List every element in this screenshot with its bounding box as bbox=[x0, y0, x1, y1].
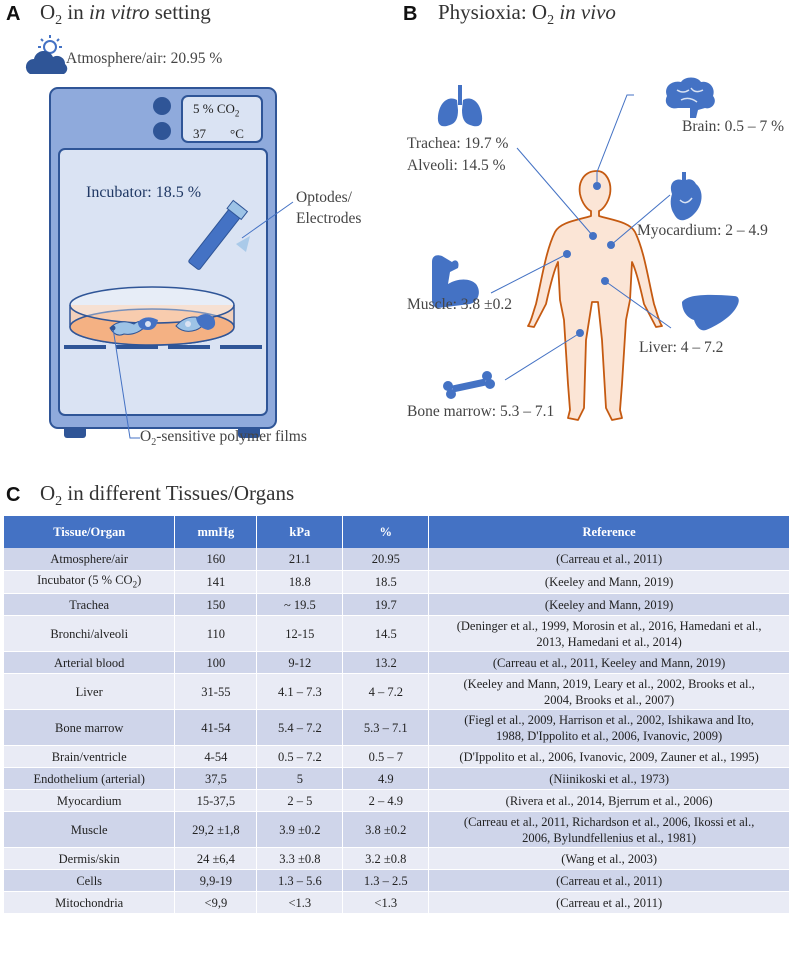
cell-kpa: 18.8 bbox=[257, 570, 343, 594]
table-row bbox=[4, 768, 790, 790]
bone-marrow-label: Bone marrow: 5.3 – 7.1 bbox=[407, 403, 555, 420]
muscle-leader bbox=[491, 254, 567, 293]
cell-percent: <1.3 bbox=[343, 892, 429, 914]
weather-icon bbox=[26, 35, 67, 74]
cell-kpa: <1.3 bbox=[257, 892, 343, 914]
panel-letter-b: B bbox=[403, 3, 418, 25]
table-row bbox=[4, 892, 790, 914]
trachea-label: Trachea: 19.7 % bbox=[407, 135, 509, 152]
cell-tissue: Incubator (5 % $CO_2$) bbox=[4, 570, 175, 594]
lungs-icon bbox=[438, 85, 482, 126]
cell-tissue: Atmosphere/air bbox=[4, 548, 175, 570]
myocardium-label: Myocardium: 2 – 4.9 bbox=[637, 222, 768, 239]
table-row bbox=[4, 746, 790, 768]
table-row bbox=[4, 848, 790, 870]
panel-a-title: $O_2$ in in vitro setting bbox=[40, 0, 211, 29]
cell-reference: (Carreau et al., 2011) bbox=[429, 548, 790, 570]
cell-reference: (Carreau et al., 2011, Richardson et al., 2006, Ikossi et al., 2006, Bylundfellenius et al., 1981) bbox=[429, 812, 790, 848]
cell-percent: 3.2 ±0.8 bbox=[343, 848, 429, 870]
cell-mmhg: 31-55 bbox=[175, 674, 257, 710]
cell-mmhg: 4-54 bbox=[175, 746, 257, 768]
cell-kpa: 3.9 ±0.2 bbox=[257, 812, 343, 848]
cell-kpa: 4.1 – 7.3 bbox=[257, 674, 343, 710]
cell-tissue: Brain/ventricle bbox=[4, 746, 175, 768]
cell-reference: (Niinikoski et al., 1973) bbox=[429, 768, 790, 790]
table-row bbox=[4, 812, 790, 848]
cell-reference: (Carreau et al., 2011) bbox=[429, 870, 790, 892]
panel-letter-a: A bbox=[6, 3, 21, 25]
cell-tissue: Liver bbox=[4, 674, 175, 710]
cell-reference: (Carreau et al., 2011) bbox=[429, 892, 790, 914]
cell-percent: 1.3 – 2.5 bbox=[343, 870, 429, 892]
cell-percent: 2 – 4.9 bbox=[343, 790, 429, 812]
cell-kpa: 1.3 – 5.6 bbox=[257, 870, 343, 892]
heart-icon bbox=[671, 172, 702, 220]
trachea-alveoli-label bbox=[407, 133, 508, 177]
alveoli-label: Alveoli: 14.5 % bbox=[407, 157, 506, 174]
cell-tissue: Bronchi/alveoli bbox=[4, 616, 175, 652]
cell-kpa: 12-15 bbox=[257, 616, 343, 652]
table-header-row bbox=[4, 516, 790, 548]
cell-tissue: Trachea bbox=[4, 594, 175, 616]
table-row bbox=[4, 790, 790, 812]
cell-percent: 19.7 bbox=[343, 594, 429, 616]
cell-mmhg: 15-37,5 bbox=[175, 790, 257, 812]
o2-table bbox=[4, 516, 790, 914]
cell-kpa: ~ 19.5 bbox=[257, 594, 343, 616]
bone-icon bbox=[443, 371, 495, 399]
panel-c-title: $O_2$ in different Tissues/Organs bbox=[40, 481, 295, 510]
liver-icon bbox=[682, 295, 739, 331]
header-tissue: Tissue/Organ bbox=[4, 516, 175, 548]
cell-reference: (D'Ippolito et al., 2006, Ivanovic, 2009, Zauner et al., 1995) bbox=[429, 746, 790, 768]
cell-mmhg: 9,9-19 bbox=[175, 870, 257, 892]
table-row bbox=[4, 616, 790, 652]
cell-reference: (Keeley and Mann, 2019, Leary et al., 2002, Brooks et al., 2004, Brooks et al., 2007) bbox=[429, 674, 790, 710]
header-mmhg: mmHg bbox=[175, 516, 257, 548]
cell-kpa: 2 – 5 bbox=[257, 790, 343, 812]
cell-percent: 5.3 – 7.1 bbox=[343, 710, 429, 746]
cell-kpa: 9-12 bbox=[257, 652, 343, 674]
table-row bbox=[4, 570, 790, 594]
co2-display-text: 5 % $CO_2$ 37 °C bbox=[193, 101, 244, 141]
optodes-label: Optodes/ Electrodes bbox=[296, 189, 362, 227]
cell-mmhg: 110 bbox=[175, 616, 257, 652]
cell-percent: 18.5 bbox=[343, 570, 429, 594]
header-reference: Reference bbox=[429, 516, 790, 548]
cell-mmhg: 24 ±6,4 bbox=[175, 848, 257, 870]
table-row bbox=[4, 548, 790, 570]
cell-tissue: Bone marrow bbox=[4, 710, 175, 746]
cell-percent: 4.9 bbox=[343, 768, 429, 790]
incubator-illustration bbox=[0, 0, 400, 470]
cell-kpa: 3.3 ±0.8 bbox=[257, 848, 343, 870]
cell-mmhg: 100 bbox=[175, 652, 257, 674]
cell-mmhg: 150 bbox=[175, 594, 257, 616]
cell-percent: 0.5 – 7 bbox=[343, 746, 429, 768]
cell-tissue: Dermis/skin bbox=[4, 848, 175, 870]
table-row bbox=[4, 870, 790, 892]
cell-tissue: Endothelium (arterial) bbox=[4, 768, 175, 790]
table-row bbox=[4, 652, 790, 674]
cell-reference: (Carreau et al., 2011, Keeley and Mann, 2019) bbox=[429, 652, 790, 674]
cell-reference: (Deninger et al., 1999, Morosin et al., 2016, Hamedani et al., 2013, Hamedani et al., 2014) bbox=[429, 616, 790, 652]
cell-mmhg: 41-54 bbox=[175, 710, 257, 746]
cell-kpa: 5 bbox=[257, 768, 343, 790]
cell-mmhg: 29,2 ±1,8 bbox=[175, 812, 257, 848]
cell-reference: (Keeley and Mann, 2019) bbox=[429, 594, 790, 616]
incubator-label: Incubator: 18.5 % bbox=[86, 184, 202, 201]
cell-reference: (Keeley and Mann, 2019) bbox=[429, 570, 790, 594]
atmosphere-label: Atmosphere/air: 20.95 % bbox=[66, 50, 223, 67]
cell-tissue: Myocardium bbox=[4, 790, 175, 812]
polymer-films-label: $O_2$-sensitive polymer films bbox=[140, 428, 307, 449]
cell-mmhg: <9,9 bbox=[175, 892, 257, 914]
panel-b-title: Physioxia: $O_2$ in vivo bbox=[438, 0, 616, 29]
cell-tissue: Cells bbox=[4, 870, 175, 892]
table-row bbox=[4, 594, 790, 616]
brain-icon bbox=[666, 78, 715, 119]
cell-reference: (Fiegl et al., 2009, Harrison et al., 2002, Ishikawa and Ito, 1988, D'Ippolito et al., 2006, Ivanovic, 2009) bbox=[429, 710, 790, 746]
cell-reference: (Rivera et al., 2014, Bjerrum et al., 2006) bbox=[429, 790, 790, 812]
cell-tissue: Muscle bbox=[4, 812, 175, 848]
petri-dish bbox=[70, 287, 234, 345]
header-kpa: kPa bbox=[257, 516, 343, 548]
cell-percent: 4 – 7.2 bbox=[343, 674, 429, 710]
incubator-knob-bottom bbox=[153, 122, 171, 140]
cell-mmhg: 37,5 bbox=[175, 768, 257, 790]
cell-tissue: Arterial blood bbox=[4, 652, 175, 674]
cell-percent: 14.5 bbox=[343, 616, 429, 652]
cell-percent: 13.2 bbox=[343, 652, 429, 674]
cell-tissue: Mitochondria bbox=[4, 892, 175, 914]
header-percent: % bbox=[343, 516, 429, 548]
cell-mmhg: 141 bbox=[175, 570, 257, 594]
brain-label: Brain: 0.5 – 7 % bbox=[682, 118, 785, 135]
table-row bbox=[4, 674, 790, 710]
cell-reference: (Wang et al., 2003) bbox=[429, 848, 790, 870]
cell-mmhg: 160 bbox=[175, 548, 257, 570]
cell-percent: 3.8 ±0.2 bbox=[343, 812, 429, 848]
table-row bbox=[4, 710, 790, 746]
cell-percent: 20.95 bbox=[343, 548, 429, 570]
incubator-knob-top bbox=[153, 97, 171, 115]
muscle-label: Muscle: 3.8 ±0.2 bbox=[407, 296, 512, 313]
human-body bbox=[528, 171, 662, 420]
liver-label: Liver: 4 – 7.2 bbox=[639, 339, 724, 356]
cell-kpa: 21.1 bbox=[257, 548, 343, 570]
cell-kpa: 0.5 – 7.2 bbox=[257, 746, 343, 768]
cell-kpa: 5.4 – 7.2 bbox=[257, 710, 343, 746]
panel-letter-c: C bbox=[6, 484, 21, 506]
